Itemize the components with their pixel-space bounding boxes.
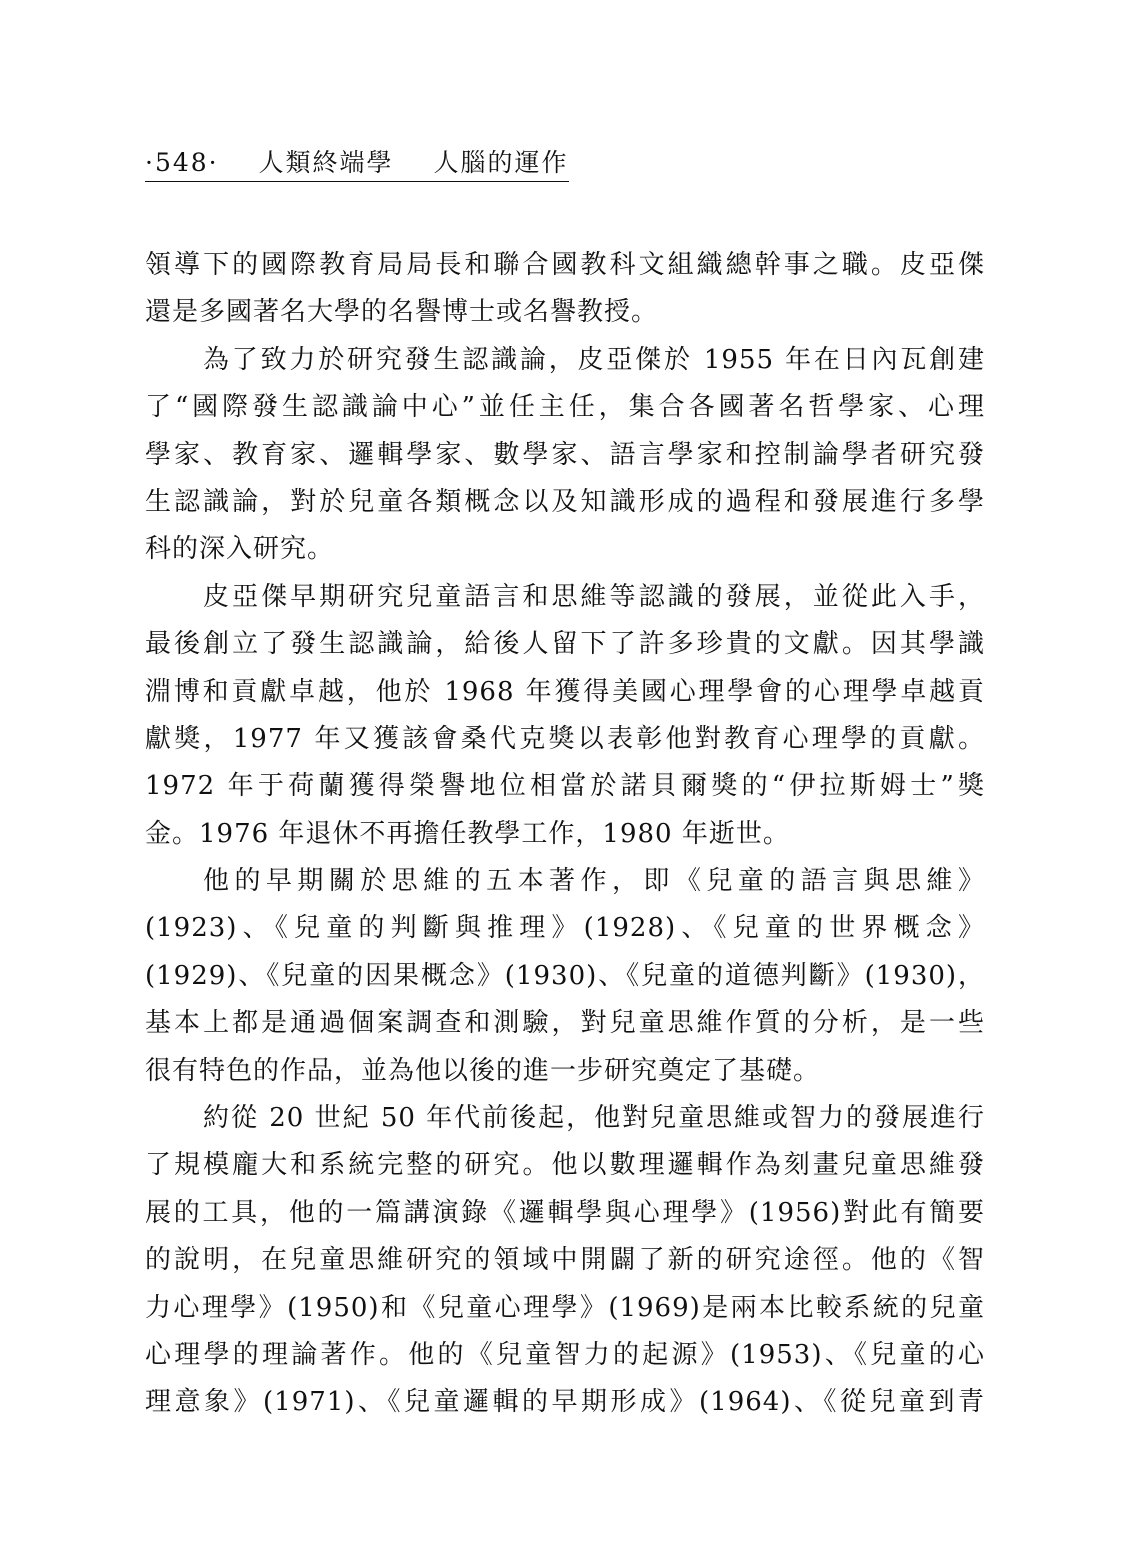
text-line: 力心理學》(1950)和《兒童心理學》(1969)是兩本比較系統的兒童 — [145, 1292, 985, 1323]
text-line: 的說明，在兒童思維研究的領域中開闢了新的研究途徑。他的《智 — [145, 1245, 985, 1276]
text-line: 皮亞傑早期研究兒童語言和思維等認識的發展，並從此入手， — [203, 581, 985, 612]
text-line: 還是多國著名大學的名譽博士或名譽教授。 — [145, 297, 659, 328]
text-line: 基本上都是通過個案調查和測驗，對兒童思維作質的分析，是一些 — [145, 1008, 985, 1039]
text-line: 金。1976 年退休不再擔任教學工作，1980 年逝世。 — [145, 818, 790, 849]
text-line: 最後創立了發生認識論，給後人留下了許多珍貴的文獻。因其學識 — [145, 629, 985, 660]
text-line: 約從 20 世紀 50 年代前後起，他對兒童思維或智力的發展進行 — [203, 1103, 985, 1134]
text-line: 理意象》(1971)、《兒童邏輯的早期形成》(1964)、《從兒童到青 — [145, 1387, 985, 1418]
text-line: 領導下的國際教育局局長和聯合國教科文組織總幹事之職。皮亞傑 — [145, 250, 985, 280]
text-line: 很有特色的作品，並為他以後的進一步研究奠定了基礎。 — [145, 1055, 821, 1086]
text-line: 學家、教育家、邏輯學家、數學家、語言學家和控制論學者研究發 — [145, 439, 985, 470]
text-line: 獻獎，1977 年又獲該會桑代克獎以表彰他對教育心理學的貢獻。 — [145, 723, 985, 754]
running-header — [145, 145, 569, 182]
body-text — [145, 242, 985, 1427]
text-line: 展的工具，他的一篇講演錄《邏輯學與心理學》(1956)對此有簡要 — [145, 1197, 985, 1228]
text-line: 了規模龐大和系統完整的研究。他以數理邏輯作為刻畫兒童思維發 — [145, 1150, 985, 1181]
section-title: 人腦的運作 — [433, 148, 569, 177]
text-line: 心理學的理論著作。他的《兒童智力的起源》(1953)、《兒童的心 — [145, 1339, 985, 1370]
text-line: 科的深入研究。 — [145, 534, 335, 565]
text-line: 他的早期關於思維的五本著作，即《兒童的語言與思維》 — [203, 866, 985, 897]
text-line: 淵博和貢獻卓越，他於 1968 年獲得美國心理學會的心理學卓越貢 — [145, 676, 985, 707]
book-title: 人類終端學 — [258, 148, 394, 177]
text-line: 了“國際發生認識論中心”並任主任，集合各國著名哲學家、心理 — [145, 392, 985, 423]
page-number: ·548· — [145, 148, 219, 177]
text-line: (1923)、《兒童的判斷與推理》(1928)、《兒童的世界概念》 — [145, 913, 985, 944]
text-line: 生認識論，對於兒童各類概念以及知識形成的過程和發展進行多學 — [145, 486, 985, 517]
text-line: 1972 年于荷蘭獲得榮譽地位相當於諾貝爾獎的“伊拉斯姆士”獎 — [145, 771, 985, 802]
text-line: 為了致力於研究發生認識論，皮亞傑於 1955 年在日內瓦創建 — [203, 344, 985, 375]
text-line: (1929)、《兒童的因果概念》(1930)、《兒童的道德判斷》(1930)， — [145, 960, 985, 991]
